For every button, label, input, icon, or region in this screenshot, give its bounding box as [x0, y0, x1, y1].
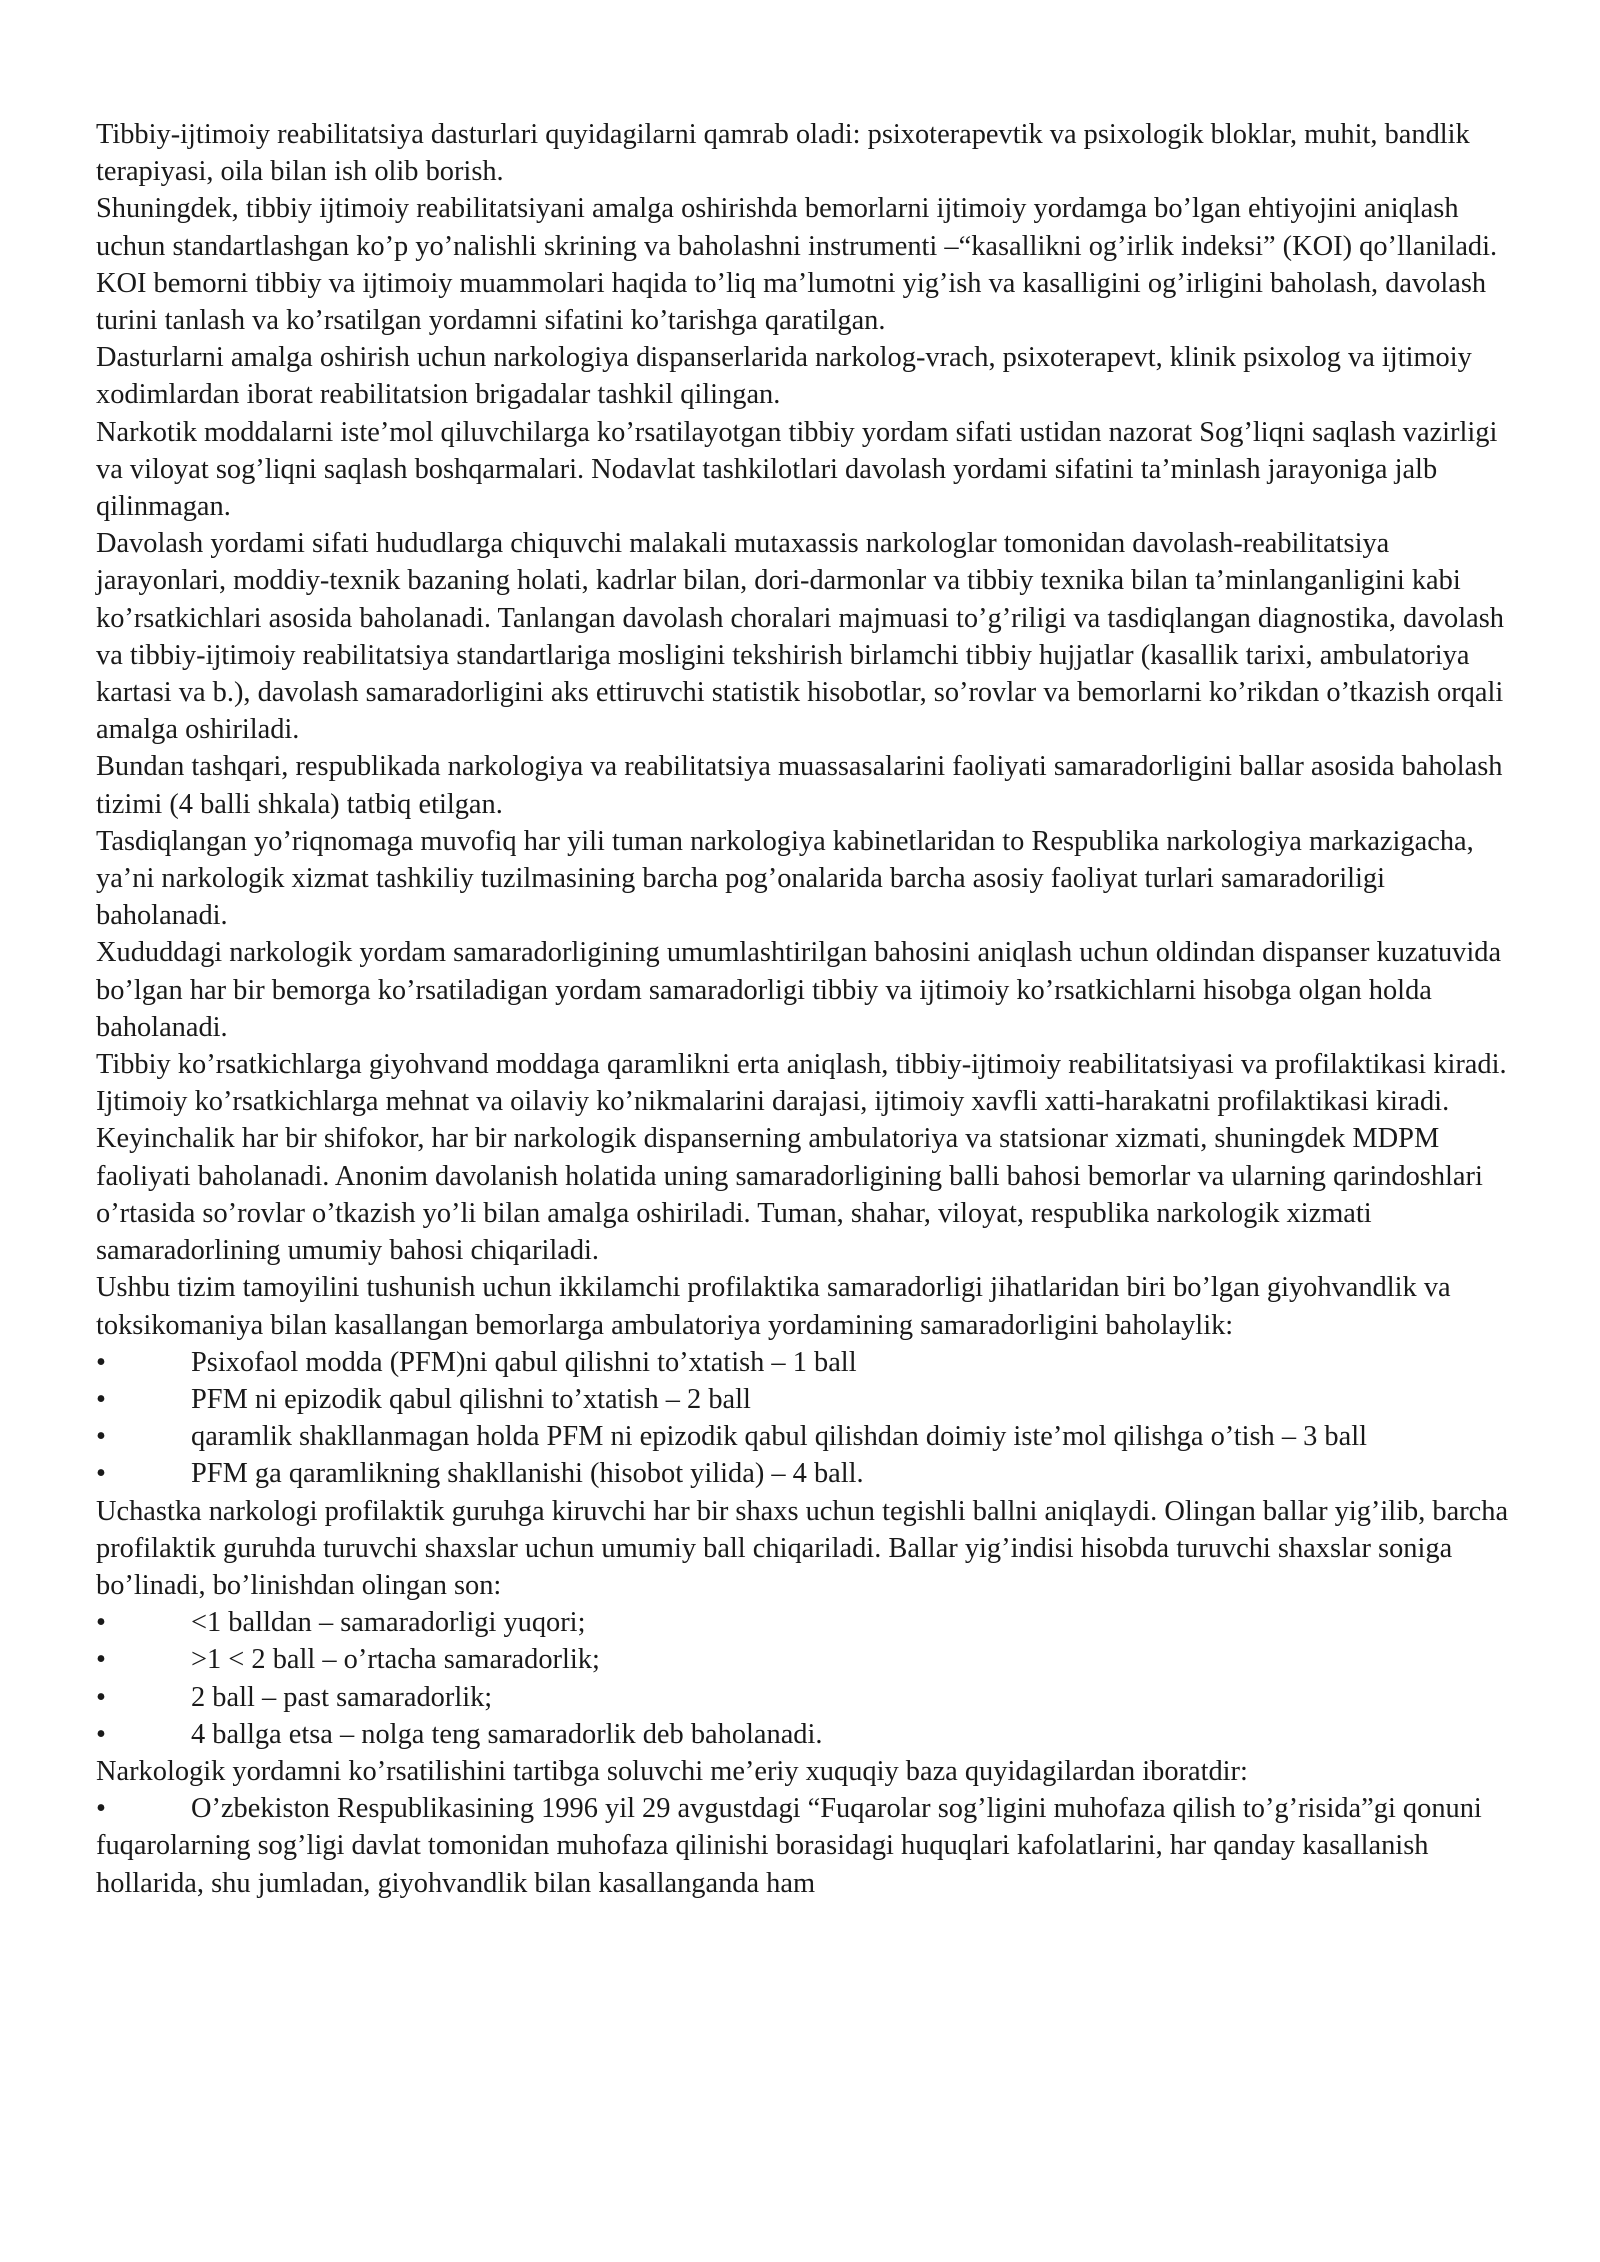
bullet-marker: • [96, 1346, 106, 1378]
list-item [96, 1344, 1516, 1381]
paragraph: Shuningdek, tibbiy ijtimoiy reabilitatsiyani amalga oshirishda bemorlarni ijtimoiy yordamga bo’lgan ehtiyojini aniqlash uchun standartlashgan ko’p yo’nalishli skrining va baholashni instrumenti –“kasallikni og’irlik indeksi” (KOI) qo’llaniladi. KOI bemorni tibbiy va ijtimoiy muammolari haqida to’liq ma’lumotni yig’ish va kasalligini og’irligini baholash, davolash turini tanlash va ko’rsatilgan yordamni sifatini ko’tarishga qaratilgan. [96, 193, 1498, 337]
list-item-text: Psixofaol modda (PFM)ni qabul qilishni to’xtatish – 1 ball [191, 1346, 857, 1378]
paragraph: Narkologik yordamni ko’rsatilishini tartibga soluvchi me’eriy xuquqiy baza quyidagilardan iboratdir: [96, 1755, 1248, 1787]
bullet-marker: • [96, 1458, 106, 1490]
paragraph: Tibbiy-ijtimoiy reabilitatsiya dasturlari quyidagilarni qamrab oladi: psixoterapevtik va psixologik bloklar, muhit, bandlik terapiyasi, oila bilan ish olib borish. [96, 119, 1470, 188]
bullet-marker: • [96, 1383, 106, 1415]
list-item-text: qaramlik shakllanmagan holda PFM ni epizodik qabul qilishdan doimiy iste’mol qilishga o’tish – 3 ball [191, 1421, 1367, 1453]
list-item-text: >1 < 2 ball – o’rtacha samaradorlik; [191, 1644, 600, 1676]
bullet-marker: • [96, 1421, 106, 1453]
bullet-marker: • [96, 1607, 106, 1639]
paragraph: Bundan tashqari, respublikada narkologiya va reabilitatsiya muassasalarini faoliyati samaradorligini ballar asosida baholash tizimi (4 balli shkala) tatbiq etilgan. [96, 751, 1503, 820]
paragraph: Dasturlarni amalga oshirish uchun narkologiya dispanserlarida narkolog-vrach, psixoterapevt, klinik psixolog va ijtimoiy xodimlardan iborat reabilitatsion brigadalar tashkil qilingan. [96, 342, 1472, 411]
list-item [96, 1381, 1516, 1418]
list-item [96, 1455, 1516, 1492]
bullet-marker: • [96, 1793, 106, 1825]
paragraph: Tibbiy ko’rsatkichlarga giyohvand moddaga qaramlikni erta aniqlash, tibbiy-ijtimoiy reabilitatsiyasi va profilaktikasi kiradi. Ijtimoiy ko’rsatkichlarga mehnat va oilaviy ko’nikmalarini darajasi, ijtimoiy xavfli xatti-harakatni profilaktikasi kiradi. [96, 1049, 1507, 1118]
paragraph: Keyinchalik har bir shifokor, har bir narkologik dispanserning ambulatoriya va statsionar xizmati, shuningdek MDPM faoliyati baholanadi. Anonim davolanish holatida uning samaradorligining balli bahosi bemorlar va ularning qarindoshlari o’rtasida so’rovlar o’tkazish yo’li bilan amalga oshiriladi. Tuman, shahar, viloyat, respublika narkologik xizmati samaradorlining umumiy bahosi chiqariladi. [96, 1123, 1483, 1267]
paragraph: Narkotik moddalarni iste’mol qiluvchilarga ko’rsatilayotgan tibbiy yordam sifati ustidan nazorat Sog’liqni saqlash vazirligi va viloyat sog’liqni saqlash boshqarmalari. Nodavlat tashkilotlari davolash yordami sifatini ta’minlash jarayoniga jalb qilinmagan. [96, 416, 1498, 523]
list-item-text: O’zbekiston Respublikasining 1996 yil 29 avgustdagi “Fuqarolar sog’ligini muhofaza qilish to’g’risida”gi qonuni fuqarolarning sog’ligi davlat tomonidan muhofaza qilinishi borasidagi huquqlari kafolatlarini, har qanday kasallanish hollarida, shu jumladan, giyohvandlik bilan kasallanganda ham [96, 1793, 1482, 1899]
paragraph: Davolash yordami sifati hududlarga chiquvchi malakali mutaxassis narkologlar tomonidan davolash-reabilitatsiya jarayonlari, moddiy-texnik bazaning holati, kadrlar bilan, dori-darmonlar va tibbiy texnika bilan ta’minlanganligini kabi ko’rsatkichlari asosida baholanadi. Tanlangan davolash choralari majmuasi to’g’riligi va tasdiqlangan diagnostika, davolash va tibbiy-ijtimoiy reabilitatsiya standartlariga mosligini tekshirish birlamchi tibbiy hujjatlar (kasallik tarixi, ambulatoriya kartasi va b.), davolash samaradorligini aks ettiruvchi statistik hisobotlar, so’rovlar va bemorlarni ko’rikdan o’tkazish orqali amalga oshiriladi. [96, 528, 1504, 746]
document-page [96, 116, 1516, 1902]
list-item [96, 1679, 1516, 1716]
list-item-text: PFM ni epizodik qabul qilishni to’xtatish – 2 ball [191, 1383, 751, 1415]
list-item-text: 2 ball – past samaradorlik; [191, 1681, 493, 1713]
paragraph: Ushbu tizim tamoyilini tushunish uchun ikkilamchi profilaktika samaradorligi jihatlaridan biri bo’lgan giyohvandlik va toksikomaniya bilan kasallangan bemorlarga ambulatoriya yordamining samaradorligini baholaylik: [96, 1272, 1451, 1341]
paragraph: Tasdiqlangan yo’riqnomaga muvofiq har yili tuman narkologiya kabinetlaridan to Respublika narkologiya markazigacha, ya’ni narkologik xizmat tashkiliy tuzilmasining barcha pog’onalarida barcha asosiy faoliyat turlari samaradoriligi baholanadi. [96, 825, 1474, 932]
bullet-marker: • [96, 1644, 106, 1676]
list-item-text: PFM ga qaramlikning shakllanishi (hisobot yilida) – 4 ball. [191, 1458, 864, 1490]
paragraph: Xududdagi narkologik yordam samaradorligining umumlashtirilgan bahosini aniqlash uchun oldindan dispanser kuzatuvida bo’lgan har bir bemorga ko’rsatiladigan yordam samaradorligi tibbiy va ijtimoiy ko’rsatkichlarni hisobga olgan holda baholanadi. [96, 937, 1502, 1043]
paragraph: Uchastka narkologi profilaktik guruhga kiruvchi har bir shaxs uchun tegishli ballni aniqlaydi. Olingan ballar yig’ilib, barcha profilaktik guruhda turuvchi shaxslar uchun umumiy ball chiqariladi. Ballar yig’indisi hisobda turuvchi shaxslar soniga bo’linadi, bo’linishdan olingan son: [96, 1495, 1509, 1601]
list-item [96, 1641, 1516, 1678]
list-item [96, 1716, 1516, 1753]
list-item [96, 1604, 1516, 1641]
list-item-text: 4 ballga etsa – nolga teng samaradorlik deb baholanadi. [191, 1718, 823, 1750]
list-item [96, 1790, 1516, 1902]
bullet-marker: • [96, 1681, 106, 1713]
list-item-text: <1 balldan – samaradorligi yuqori; [191, 1607, 586, 1639]
bullet-marker: • [96, 1718, 106, 1750]
list-item [96, 1418, 1516, 1455]
